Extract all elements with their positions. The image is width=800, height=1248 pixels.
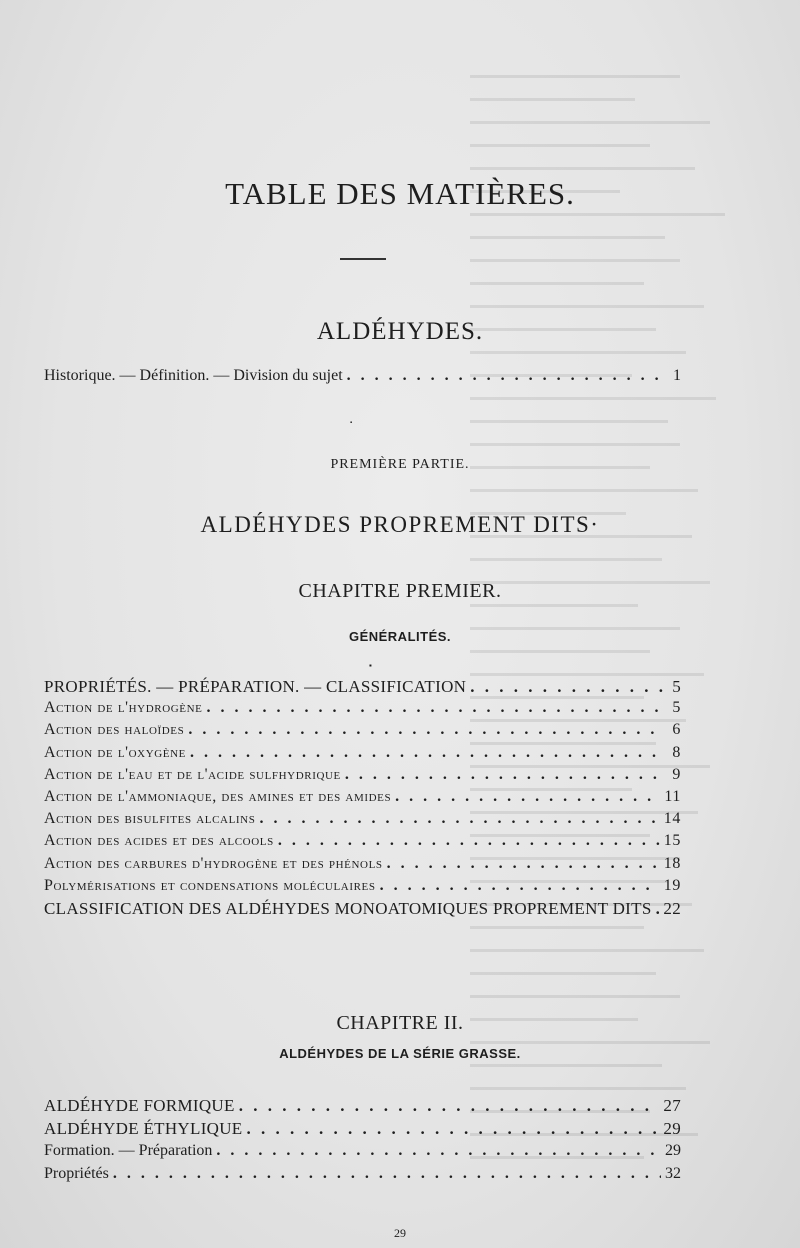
toc-entry-label: Historique. — Définition. — Division du sujet [44, 367, 343, 384]
stray-mark: ▪ [369, 661, 372, 670]
toc-entry-label: CLASSIFICATION DES ALDÉHYDES MONOATOMIQUES PROPREMENT DITS [44, 899, 652, 918]
toc-entry-page: 9 [672, 765, 681, 783]
dot-leader [113, 1165, 661, 1183]
page-title: TABLE DES MATIÈRES. [225, 176, 575, 211]
toc-entry-page: 29 [663, 1119, 681, 1138]
dot-leader [190, 744, 663, 762]
toc-entry-label: Action des carbures d'hydrogène et des phénols [44, 854, 383, 872]
toc-entry-label: Action des acides et des alcools [44, 832, 274, 850]
toc-entry[interactable] [44, 899, 681, 919]
toc-entry[interactable] [44, 788, 681, 806]
toc-entry-label: Propriétés [44, 1165, 109, 1182]
toc-entry-label: Polymérisations et condensations moléculaires [44, 876, 376, 894]
dot-leader [347, 367, 663, 385]
toc-entry[interactable] [44, 744, 681, 762]
section-title: ALDÉHYDES. [316, 318, 484, 345]
toc-entry-label: Action de l'hydrogène [44, 699, 203, 717]
toc-entry[interactable] [44, 1119, 681, 1139]
dot-leader [387, 855, 660, 873]
toc-entry-page: 32 [665, 1165, 681, 1182]
toc-entry-label: Action des bisulfites alcalins [44, 810, 256, 828]
toc-entry-page: 22 [663, 899, 681, 918]
toc-entry-page: 8 [672, 743, 681, 761]
toc-entry-label: ALDÉHYDE FORMIQUE [44, 1096, 235, 1115]
toc-entry[interactable] [44, 1096, 681, 1116]
chapter-2-heading: ALDÉHYDES DE LA SÉRIE GRASSE. [279, 1046, 521, 1061]
toc-entry[interactable] [44, 855, 681, 873]
toc-entry[interactable] [44, 832, 681, 850]
dot-leader [380, 877, 660, 895]
toc-entry-page: 14 [663, 810, 681, 828]
toc-entry-page: 29 [665, 1142, 681, 1159]
toc-entry-label: Action de l'ammoniaque, des amines et des amides [44, 788, 392, 805]
toc-entry-label: Formation. — Préparation [44, 1142, 213, 1159]
toc-entry-label: PROPRIÉTÉS. — PRÉPARATION. — CLASSIFICATION [44, 677, 467, 696]
toc-entry-label: Action de l'eau et de l'acide sulfhydrique [44, 765, 341, 783]
toc-entry-page: 5 [672, 677, 681, 696]
toc-entry-page: 1 [673, 367, 681, 384]
dot-leader [278, 832, 660, 850]
toc-entry-label: Action des haloïdes [44, 721, 185, 739]
chapter-1-heading: GÉNÉRALITÉS. [348, 629, 452, 644]
chapter-2-title: CHAPITRE II. [336, 1012, 464, 1034]
dot-leader [656, 899, 660, 919]
chapter-1-title: CHAPITRE PREMIER. [298, 580, 502, 602]
toc-entry[interactable] [44, 677, 681, 697]
toc-entry[interactable] [44, 699, 681, 717]
toc-entry[interactable] [44, 1142, 681, 1160]
dot-leader [470, 677, 663, 697]
toc-entry-intro[interactable] [44, 367, 681, 385]
part-subtitle: ALDÉHYDES PROPREMENT DITS· [200, 512, 600, 537]
toc-entry-page: 27 [663, 1096, 681, 1115]
toc-entry[interactable] [44, 1165, 681, 1183]
title-divider [340, 258, 386, 260]
part-title: PREMIÈRE PARTIE. [330, 457, 470, 472]
stray-mark: ▪ [350, 420, 353, 426]
dot-leader [206, 699, 663, 717]
dot-leader [188, 721, 663, 739]
dot-leader [259, 810, 659, 828]
toc-entry-page: 19 [663, 876, 681, 894]
dot-leader [345, 766, 663, 784]
dot-leader [239, 1096, 660, 1116]
toc-entry[interactable] [44, 721, 681, 739]
toc-entry[interactable] [44, 810, 681, 828]
dot-leader [395, 788, 660, 806]
toc-entry[interactable] [44, 877, 681, 895]
dot-leader [216, 1142, 661, 1160]
toc-entry-page: 5 [672, 699, 681, 717]
toc-entry-label: ALDÉHYDE ÉTHYLIQUE [44, 1119, 243, 1138]
toc-entry-label: Action de l'oxygène [44, 743, 186, 761]
toc-entry-page: 11 [664, 788, 681, 805]
toc-entry-page: 15 [663, 832, 681, 850]
toc-entry-page: 18 [663, 854, 681, 872]
dot-leader [247, 1119, 660, 1139]
toc-entry-page: 6 [672, 721, 681, 739]
toc-entry[interactable] [44, 766, 681, 784]
footer-page-number: 29 [394, 1226, 406, 1240]
